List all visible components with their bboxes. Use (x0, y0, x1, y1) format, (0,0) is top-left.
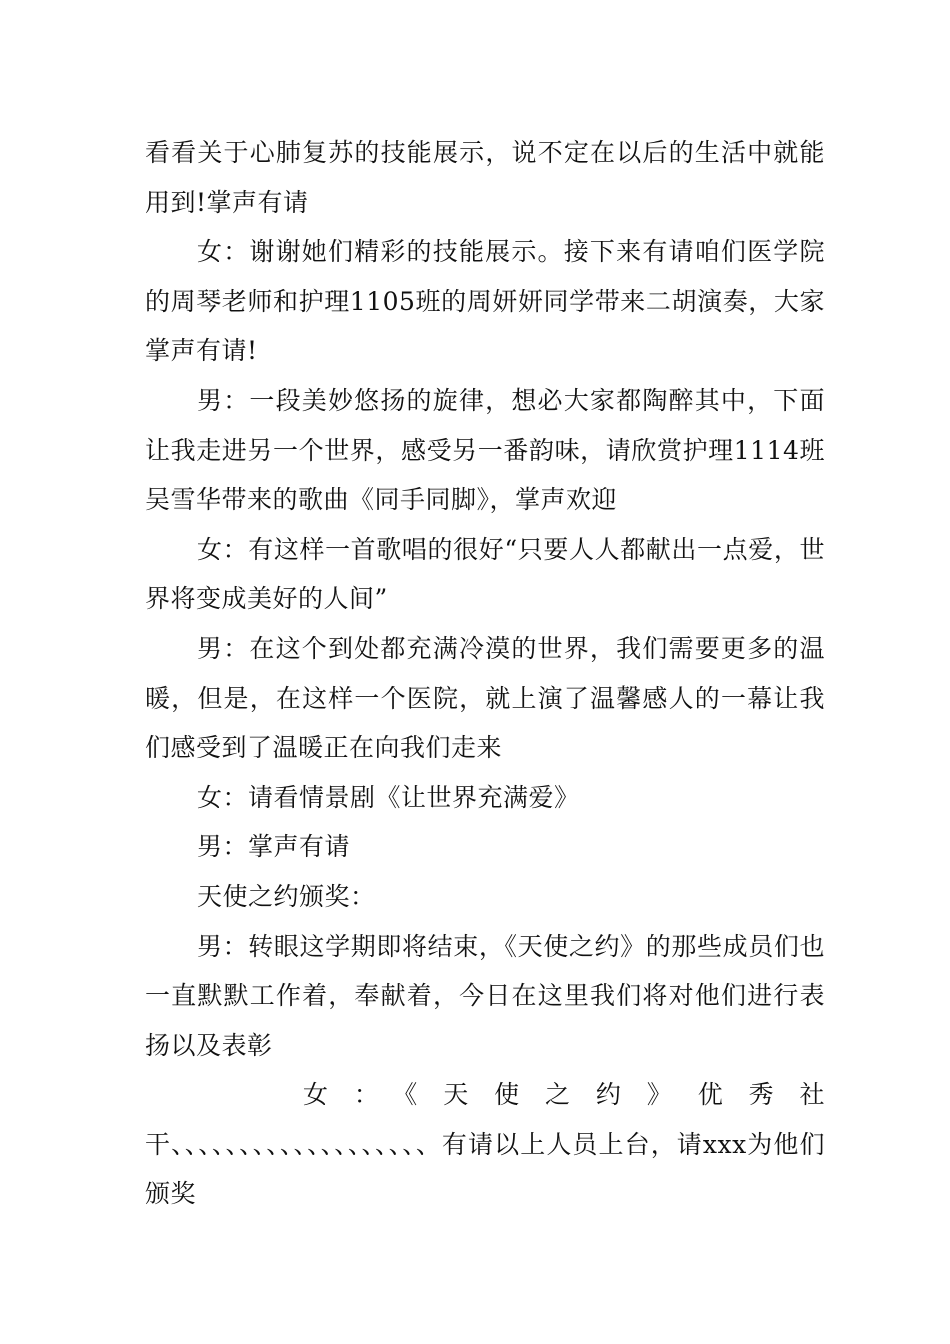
paragraph-7: 男：掌声有请 (197, 832, 351, 862)
paragraph-1: 看看关于心肺复苏的技能展示，说不定在以后的生活中就能用到!掌声有请 (145, 138, 825, 217)
paragraph-3: 男：一段美妙悠扬的旋律，想必大家都陶醉其中，下面让我走进另一个世界，感受另一番韵味，请欣赏护理1114班吴雪华带来的歌曲《同手同脚》，掌声欢迎 (145, 385, 825, 515)
paragraph-2: 女：谢谢她们精彩的技能展示。接下来有请咱们医学院的周琴老师和护理1105班的周妍妍同学带来二胡演奏，大家掌声有请! (145, 237, 825, 366)
paragraph-10-first-line: 女：《天使之约》优秀社 (303, 1080, 825, 1110)
paragraph-6: 女：请看情景剧《让世界充满爱》 (197, 782, 580, 812)
paragraph-5: 男：在这个到处都充满冷漠的世界，我们需要更多的温暖，但是，在这样一个医院，就上演了温馨感人的一幕让我们感受到了温暖正在向我们走来 (145, 633, 825, 763)
document-page (145, 128, 825, 1219)
paragraph-9: 男：转眼这学期即将结束，《天使之约》的那些成员们也一直默默工作着，奉献着，今日在这里我们将对他们进行表扬以及表彰 (145, 931, 825, 1060)
paragraph-8: 天使之约颁奖： (197, 881, 376, 911)
paragraph-4: 女：有这样一首歌唱的很好“只要人人都献出一点爱，世界将变成美好的人间” (145, 534, 825, 614)
paragraph-10 (145, 1070, 825, 1219)
paragraph-10-rest: 干、、、、、、、、、、、、、、、、、、、有请以上人员上台，请xxx为他们颁奖 (145, 1129, 825, 1209)
